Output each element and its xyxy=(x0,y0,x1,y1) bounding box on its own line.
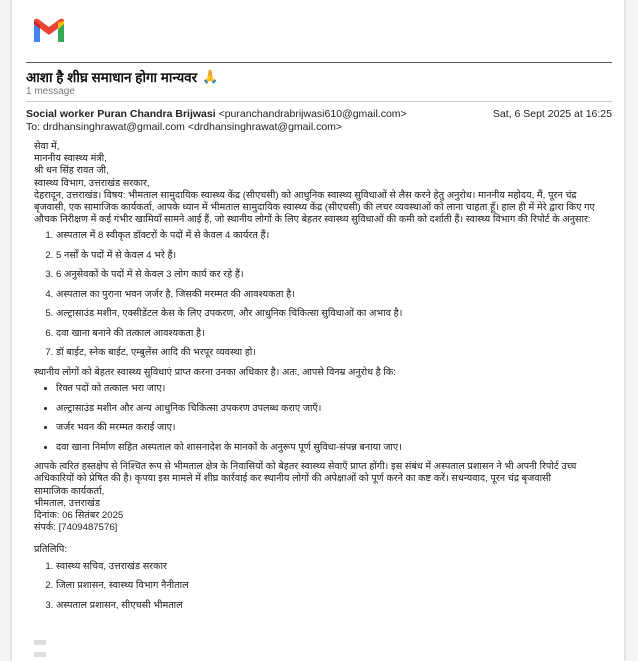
header-divider xyxy=(26,62,612,63)
email-print-page xyxy=(12,0,624,661)
email-body xyxy=(34,141,608,619)
list-item: 6. दवा खाना बनाने की तत्काल आवश्यकता है। xyxy=(56,328,608,340)
message-count: 1 message xyxy=(26,86,75,97)
subject-divider xyxy=(26,101,612,102)
list-item: • जर्जर भवन की मरम्मत कराई जाए। xyxy=(56,422,608,434)
requests-list xyxy=(34,383,608,454)
list-item: • रिक्त पदों को तत्काल भरा जाए। xyxy=(56,383,608,395)
sender-row xyxy=(26,108,612,120)
greeting-line: श्री धन सिंह रावत जी, xyxy=(34,165,109,177)
request-intro: स्थानीय लोगों को बेहतर स्वास्थ्य सुविधाएं प्राप्त करना उनका अधिकार है। अतः, आपसे विनम्र अनुरोध है कि: xyxy=(34,366,396,378)
subject-text: आशा है शीघ्र समाधान होगा मान्यवर xyxy=(26,70,198,85)
sender-email: <puranchandrabrijwasi610@gmail.com> xyxy=(218,108,407,120)
list-item: 3. 6 अनुसेवकों के पदों में से केवल 3 लोग कार्य कर रहे हैं। xyxy=(56,269,608,281)
list-item: • दवा खाना निर्माण सहित अस्पताल को शासनादेश के मानकों के अनुरूप पूर्ण सुविधा-संपन्न बनाया जाए। xyxy=(56,442,608,454)
email-date: Sat, 6 Sept 2025 at 16:25 xyxy=(492,108,612,120)
list-item: 7. डॉ बाईट, स्नेक बाईट, एम्बुलेंस आदि की भरपूर व्यवस्था हो। xyxy=(56,347,608,359)
list-item: 1. स्वास्थ्य सचिव, उत्तराखंड सरकार xyxy=(56,561,608,573)
greeting-line: माननीय स्वास्थ्य मंत्री, xyxy=(34,153,107,165)
list-item: 2. 5 नर्सों के पदों में से केवल 4 भरे हैं। xyxy=(56,250,608,262)
findings-list xyxy=(34,230,608,359)
list-item: 5. अल्ट्रासाउंड मशीन, एक्सीडेंटल केस के लिए उपकरण, और आधुनिक चिकित्सा सुविधाओं का अभाव है। xyxy=(56,308,608,320)
list-item: 4. अस्पताल का पुराना भवन जर्जर है, जिसकी मरम्मत की आवश्यकता है। xyxy=(56,289,608,301)
closing-paragraph: आपके त्वरित हस्तक्षेप से निश्चित रूप से भीमताल क्षेत्र के निवासियों को बेहतर स्वास्थ्य सेवाएँ प्राप्त होंगी। इस संबंध में अस्पताल प्रशासन ने भी अपनी रिपोर्ट उच्च अधिकारियों को प्रेषित की है। कृपया इस मामले में शीघ्र कार्रवाई कर स्थानीय लोगों की अपेक्षाओं को पूर्ण करने का कष्ट करें। सधन्यवाद, पूरन चंद्र बृजवासी xyxy=(34,461,577,485)
list-item: 1. अस्पताल में 8 स्वीकृत डॉक्टरों के पदों में से केवल 4 कार्यरत हैं। xyxy=(56,230,608,242)
signature-line: सामाजिक कार्यकर्ता, xyxy=(34,485,105,497)
greeting-line: सेवा में, xyxy=(34,141,60,152)
trimmed-content-indicator xyxy=(34,640,46,661)
list-item: • अल्ट्रासाउंड मशीन और अन्य आधुनिक चिकित्सा उपकरण उपलब्ध कराए जाएँ। xyxy=(56,403,608,415)
recipient-row: To: drdhansinghrawat@gmail.com <drdhansinghrawat@gmail.com> xyxy=(26,121,343,133)
cc-label: प्रतिलिपि: xyxy=(34,544,68,556)
signature-line: संपर्क: [7409487576] xyxy=(34,522,118,534)
intro-paragraph: देहरादून, उत्तराखंड। विषय: भीमताल सामुदायिक स्वास्थ्य केंद्र (सीएचसी) को आधुनिक स्वास्थ्य सुविधाओं से लैस करने हेतु अनुरोध। माननीय महोदय, मैं, पूरन चंद्र बृजवासी, एक सामाजिक कार्यकर्ता, आपके ध्यान में भीमताल सामुदायिक स्वास्थ्य केंद्र (सीएचसी) की लचर व्यवस्थाओं को लाना चाहता हूँ। हाल ही में मेरे द्वारा किए गए औचक निरीक्षण में कई गंभीर खामियाँ सामने आई हैं, जो स्थानीय लोगों के लिए बेहतर स्वास्थ्य सुविधाओं की कमी को दर्शाती हैं। स्वास्थ्य विभाग की रिपोर्ट के अनुसार: xyxy=(34,189,595,226)
sender-name: Social worker Puran Chandra Brijwasi xyxy=(26,108,216,120)
signature-line: भीमताल, उत्तराखंड xyxy=(34,497,101,509)
cc-list xyxy=(34,561,608,612)
list-item: 3. अस्पताल प्रशासन, सीएचसी भीमताल xyxy=(56,600,608,612)
praying-hands-icon: 🙏 xyxy=(202,69,219,84)
gmail-logo-icon xyxy=(32,18,66,44)
signature-line: दिनांक: 06 सितंबर 2025 xyxy=(34,509,124,521)
email-subject xyxy=(26,68,218,86)
greeting-line: स्वास्थ्य विभाग, उत्तराखंड सरकार, xyxy=(34,177,150,189)
list-item: 2. जिला प्रशासन, स्वास्थ्य विभाग नैनीताल xyxy=(56,580,608,592)
